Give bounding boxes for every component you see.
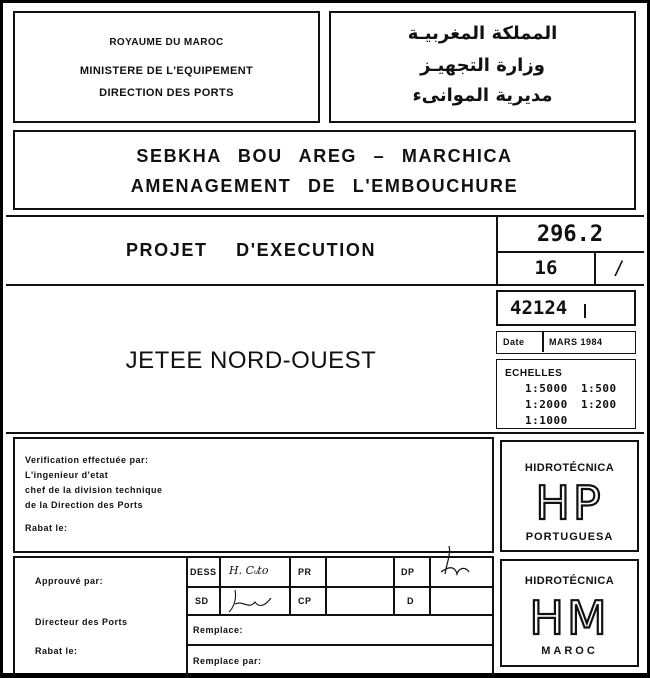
execution-title: PROJET D'EXECUTION [125, 240, 377, 260]
scale-value: 1:200 [581, 398, 617, 411]
scale-value: 1:5000 [525, 382, 568, 395]
grid-line [186, 558, 188, 678]
grid-line [393, 558, 395, 614]
project-box [13, 130, 636, 210]
grid-line [289, 558, 291, 614]
grid-line [429, 558, 431, 614]
scale-value: 1:2000 [525, 398, 568, 411]
date-value: MARS 1984 [549, 337, 603, 347]
hidrotecnica-portuguesa-logo [500, 440, 639, 552]
dp-signature [435, 544, 495, 586]
reference-number: 42124 [510, 297, 568, 319]
scales-label: ECHELLES [505, 368, 563, 379]
drawing-title: JETEE NORD-OUEST [125, 347, 377, 374]
logo-hp-letters: HP [535, 476, 604, 530]
title-block-sheet [3, 3, 647, 673]
drawing-number: 296.2 [536, 222, 604, 247]
replaces-label: Remplace: [193, 625, 244, 635]
approval-box [13, 556, 494, 676]
verification-line: de la Direction des Ports [25, 500, 144, 510]
logo-top-sub: PORTUGUESA [525, 531, 614, 543]
verification-date-line: Rabat le: [25, 523, 68, 533]
sd-signature [225, 588, 285, 618]
arabic-directorate-label: مديرية الموانىء [412, 85, 553, 106]
logo-bottom-sub: MAROC [541, 645, 598, 657]
project-line-2: AMENAGEMENT DE L'EMBOUCHURE [130, 176, 519, 196]
dess-label: DESS [190, 567, 217, 577]
grid-line [186, 644, 492, 646]
ministry-label: MINISTERE DE L'EQUIPEMENT [79, 65, 254, 77]
kingdom-label: ROYAUME DU MAROC [109, 37, 224, 48]
approved-by-label: Approuvé par: [35, 576, 104, 586]
reference-box [496, 290, 636, 326]
grid-line [325, 558, 327, 614]
director-label: Directeur des Ports [35, 617, 128, 627]
arabic-kingdom-label: المملكة المغربيـة [407, 23, 558, 44]
dp-label: DP [401, 567, 415, 577]
sd-label: SD [195, 596, 209, 606]
verification-line: Verification effectuée par: [25, 455, 149, 465]
logo-bottom-name: HIDROTÉCNICA [524, 575, 615, 587]
sheet-number: 16 [534, 257, 558, 279]
cp-label: CP [298, 596, 312, 606]
dess-signature: H. Cᵤto [229, 564, 269, 577]
replaced-by-label: Remplace par: [193, 656, 262, 666]
arabic-ministry-label: وزارة التجهيـز [420, 55, 545, 76]
scale-value: 1:1000 [525, 414, 568, 427]
rule [6, 284, 644, 286]
rule [6, 215, 644, 217]
divider [542, 332, 544, 352]
pr-label: PR [298, 567, 312, 577]
verification-text [25, 453, 163, 536]
sheet-separator: / [613, 257, 625, 279]
verification-line: chef de la division technique [25, 485, 163, 495]
date-box [496, 331, 636, 354]
logo-top-name: HIDROTÉCNICA [524, 462, 615, 474]
logo-hm-letters: HM [529, 591, 610, 645]
approval-date-label: Rabat le: [35, 646, 78, 656]
scales-box [496, 359, 636, 429]
tick-mark [584, 304, 586, 318]
french-header-box [13, 11, 320, 123]
date-label: Date [503, 337, 525, 347]
arabic-header-box [329, 11, 636, 123]
grid-line [219, 558, 221, 614]
rule [6, 432, 644, 434]
hidrotecnica-maroc-logo [500, 559, 639, 667]
directorate-label: DIRECTION DES PORTS [99, 87, 234, 99]
scale-value: 1:500 [581, 382, 617, 395]
d-label: D [407, 596, 414, 606]
project-line-1: SEBKHA BOU AREG – MARCHICA [136, 146, 513, 166]
divider [496, 251, 644, 253]
verification-box [13, 437, 494, 553]
verification-line: L'ingenieur d'etat [25, 470, 109, 480]
